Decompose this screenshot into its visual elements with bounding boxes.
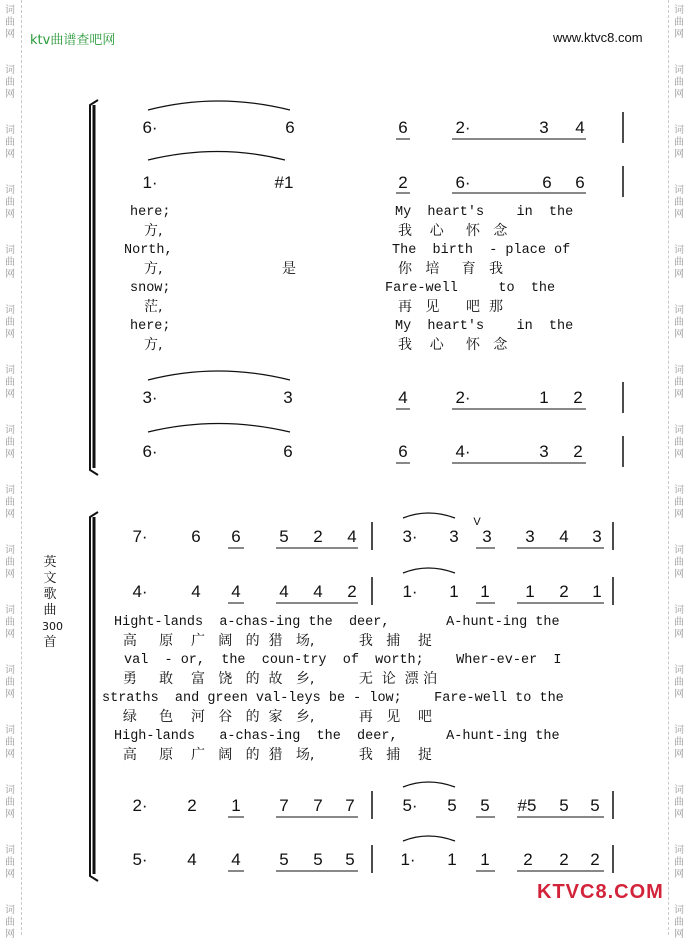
note: 5	[313, 850, 323, 869]
note: 6	[285, 118, 295, 137]
note: 1	[449, 582, 459, 601]
note: 5	[279, 850, 289, 869]
side-watermark-text: 词 曲 网	[674, 245, 684, 280]
note: 1	[480, 850, 490, 869]
note: 1	[592, 582, 602, 601]
note: 2·	[455, 118, 471, 137]
book-title-char: 文	[43, 571, 57, 586]
note: 5	[480, 796, 490, 815]
note: 4	[231, 582, 241, 601]
lyric-line: 高 原 广 阔 的 猎 场, 我 捕 捉	[114, 747, 433, 763]
note: 1	[525, 582, 535, 601]
site-url-right: www.ktvc8.com	[553, 30, 643, 45]
lyric-line: 你 培 育 我	[398, 261, 503, 277]
note: 7	[279, 796, 289, 815]
note: 6·	[455, 173, 471, 192]
side-watermark-text: 词 曲 网	[5, 125, 15, 160]
note: 2·	[132, 796, 148, 815]
side-watermark-text: 词 曲 网	[5, 305, 15, 340]
side-watermark-text: 词 曲 网	[5, 545, 15, 580]
side-watermark-text: 词 曲 网	[674, 845, 684, 880]
book-title-char: 歌	[43, 587, 57, 602]
side-watermark-text: 词 曲 网	[5, 845, 15, 880]
lyric-line: 我 心 怀 念	[398, 223, 508, 239]
note: 6	[283, 442, 293, 461]
note: 4	[559, 527, 569, 546]
tie	[148, 152, 285, 161]
note: 4·	[132, 582, 148, 601]
note: 1·	[402, 582, 418, 601]
note: 7	[313, 796, 323, 815]
logo-text: KTVC8.COM	[537, 881, 664, 903]
side-watermark-text: 词 曲 网	[674, 725, 684, 760]
lyric-line: 绿 色 河 谷 的 家 乡, 再 见 吧	[114, 709, 433, 725]
lyric-line: My heart's in the	[395, 319, 574, 334]
note: 6	[575, 173, 585, 192]
note: 3	[539, 442, 549, 461]
lyric-line: straths and green val-leys be - low; Fare-well to the	[102, 691, 564, 706]
note: 4·	[455, 442, 471, 461]
note: 6	[231, 527, 241, 546]
note: 2	[559, 582, 569, 601]
note: 4	[187, 850, 197, 869]
note: 1	[447, 850, 457, 869]
side-watermark-text: 词 曲 网	[5, 185, 15, 220]
note: 4	[347, 527, 357, 546]
note: 3	[525, 527, 535, 546]
note: 3·	[402, 527, 418, 546]
note: 5	[279, 527, 289, 546]
side-watermark-text: 词 曲 网	[5, 5, 15, 40]
side-watermark-text: 词 曲 网	[674, 185, 684, 220]
lyric-line: 茫,	[144, 299, 163, 315]
note: 3	[283, 388, 293, 407]
note: 5·	[402, 796, 418, 815]
note: #5	[517, 796, 537, 815]
note: 1	[231, 796, 241, 815]
note: 4	[575, 118, 585, 137]
side-watermark-text: 词 曲 网	[5, 785, 15, 820]
note: 4	[313, 582, 323, 601]
tie	[148, 101, 290, 110]
tie	[148, 424, 290, 433]
lyric-line: snow;	[130, 281, 171, 296]
lyric-line: here;	[130, 205, 171, 220]
note: 3	[449, 527, 459, 546]
side-watermark-text: 词 曲 网	[5, 485, 15, 520]
note: 2	[347, 582, 357, 601]
lyric-line: Hight-lands a-chas-ing the deer, A-hunt-ing the	[114, 615, 560, 630]
note: 1	[480, 582, 490, 601]
lyric-line: My heart's in the	[395, 205, 574, 220]
note: 2	[313, 527, 323, 546]
note: 5	[447, 796, 457, 815]
note: 7	[345, 796, 355, 815]
lyric-line: 是	[282, 261, 296, 277]
side-watermark-text: 词 曲 网	[674, 545, 684, 580]
lyric-line: High-lands a-chas-ing the deer, A-hunt-ing the	[114, 729, 560, 744]
lyric-line: Fare-well to the	[385, 281, 556, 296]
lyric-line: 高 原 广 阔 的 猎 场, 我 捕 捉	[114, 633, 433, 649]
note: 6	[398, 442, 408, 461]
side-watermark-text: 词 曲 网	[674, 485, 684, 520]
note: 1	[539, 388, 549, 407]
note: 7·	[132, 527, 148, 546]
side-watermark-text: 词 曲 网	[674, 5, 684, 40]
lyric-line: 方,	[144, 223, 163, 239]
note: 6	[191, 527, 201, 546]
lyric-line: 勇 敢 富 饶 的 故 乡, 无 论 漂 泊	[114, 671, 438, 687]
tie	[403, 836, 455, 841]
side-watermark-text: 词 曲 网	[674, 605, 684, 640]
side-watermark-text: 词 曲 网	[674, 785, 684, 820]
note: 5	[559, 796, 569, 815]
book-title-char: 曲	[43, 603, 57, 618]
note: 2	[187, 796, 197, 815]
side-watermark-text: 词 曲 网	[5, 245, 15, 280]
lyric-line: here;	[130, 319, 171, 334]
note: 2	[573, 442, 583, 461]
side-watermark-text: 词 曲 网	[674, 365, 684, 400]
side-watermark-text: 词 曲 网	[674, 305, 684, 340]
book-title-char: 首	[43, 635, 57, 650]
side-watermark-text: 词 曲 网	[5, 725, 15, 760]
note: 6	[398, 118, 408, 137]
note: 2	[559, 850, 569, 869]
side-watermark-text: 词 曲 网	[674, 905, 684, 940]
lyric-line: val - or, the coun-try of worth; Wher-ev-er I	[124, 653, 562, 668]
note: 2·	[455, 388, 471, 407]
side-watermark-text: 词 曲 网	[5, 605, 15, 640]
lyric-line: North,	[124, 243, 173, 258]
note: 4	[279, 582, 289, 601]
note: 4	[191, 582, 201, 601]
note: 2	[523, 850, 533, 869]
note: 5·	[132, 850, 148, 869]
side-watermark-text: 词 曲 网	[5, 365, 15, 400]
lyric-line: 我 心 怀 念	[398, 337, 508, 353]
tie	[403, 782, 455, 787]
note: 6·	[142, 118, 158, 137]
note: 5	[345, 850, 355, 869]
site-name-left: ktv曲谱查吧网	[30, 33, 116, 48]
note: 1·	[400, 850, 416, 869]
note: 6	[542, 173, 552, 192]
tie	[148, 371, 290, 380]
side-watermark-text: 词 曲 网	[674, 125, 684, 160]
note: 2	[590, 850, 600, 869]
side-watermark-text: 词 曲 网	[674, 65, 684, 100]
lyric-line: The birth - place of	[392, 243, 571, 258]
side-watermark-text: 词 曲 网	[5, 425, 15, 460]
tie	[403, 513, 455, 518]
side-watermark-text: 词 曲 网	[5, 665, 15, 700]
side-watermark-text: 词 曲 网	[674, 425, 684, 460]
lyric-line: 方,	[144, 337, 163, 353]
site-logo	[537, 881, 664, 904]
side-watermark-text: 词 曲 网	[674, 665, 684, 700]
note: 3·	[142, 388, 158, 407]
note: 2	[398, 173, 408, 192]
note: #1	[274, 173, 294, 192]
book-title-char: 英	[43, 555, 57, 570]
lyric-line: 再 见 吧 那	[398, 299, 503, 315]
note: 1·	[142, 173, 158, 192]
note: 3	[592, 527, 602, 546]
note: 6·	[142, 442, 158, 461]
note: 5	[590, 796, 600, 815]
note: 3	[482, 527, 492, 546]
note: 4	[398, 388, 408, 407]
note: 3	[539, 118, 549, 137]
tie	[403, 568, 455, 573]
note: 2	[573, 388, 583, 407]
lyric-line: 方,	[144, 261, 163, 277]
book-title-char: 300	[42, 620, 63, 633]
side-watermark-text: 词 曲 网	[5, 65, 15, 100]
note: 4	[231, 850, 241, 869]
breath-mark: V	[473, 516, 481, 528]
side-watermark-text: 词 曲 网	[5, 905, 15, 940]
